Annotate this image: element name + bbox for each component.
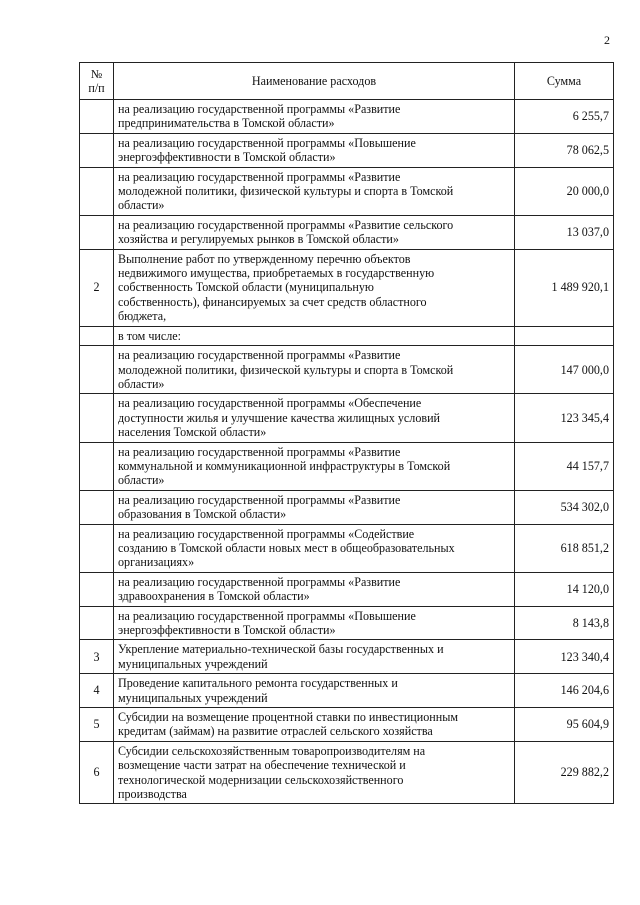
expense-name	[114, 606, 515, 640]
table-body	[80, 100, 614, 804]
row-number	[80, 167, 114, 215]
expense-name-line: на реализацию государственной программы «Обеспечение	[118, 396, 422, 411]
expense-name	[114, 640, 515, 674]
expense-name	[114, 133, 515, 167]
expense-name-line: Субсидии сельскохозяйственным товаропроизводителям на	[118, 743, 426, 758]
table-row	[80, 606, 614, 640]
table-row	[80, 708, 614, 742]
expense-name-line: на реализацию государственной программы «Развитие	[118, 444, 401, 459]
expense-name-line: предпринимательства в Томской области»	[118, 116, 335, 131]
row-number: 4	[80, 674, 114, 708]
table-row	[80, 524, 614, 572]
expense-name-line: технологической модернизации сельскохозяйственного	[118, 772, 404, 787]
expense-name-line: Проведение капитального ремонта государственных и	[118, 676, 398, 691]
expense-name-line: возмещение части затрат на обеспечение технической и	[118, 758, 406, 773]
table-row	[80, 215, 614, 249]
header-number-line1: №	[90, 67, 103, 81]
expense-name-line: энергоэффективности в Томской области»	[118, 150, 336, 165]
expense-name-line: недвижимого имущества, приобретаемых в государственную	[118, 266, 435, 281]
table-row	[80, 394, 614, 442]
row-number	[80, 133, 114, 167]
expense-amount: 534 302,0	[515, 490, 614, 524]
expense-name-line: области»	[118, 376, 165, 391]
expense-name-line: на реализацию государственной программы «Развитие сельского	[118, 217, 454, 232]
table-row	[80, 490, 614, 524]
expense-name-line: кредитам (займам) на развитие отраслей сельского хозяйства	[118, 724, 433, 739]
expenses-table	[79, 62, 614, 804]
expense-amount: 229 882,2	[515, 741, 614, 804]
expense-name	[114, 249, 515, 326]
expense-amount: 146 204,6	[515, 674, 614, 708]
expense-name-line: в том числе:	[118, 328, 182, 343]
table-row	[80, 346, 614, 394]
expense-name	[114, 572, 515, 606]
expense-name	[114, 167, 515, 215]
expense-name-line: муниципальных учреждений	[118, 690, 268, 705]
expense-name-line: организациях»	[118, 555, 195, 570]
expense-name-line: собственность), финансируемых за счет средств областного	[118, 294, 427, 309]
expense-amount: 123 345,4	[515, 394, 614, 442]
expense-name-line: Выполнение работ по утвержденному перечню объектов	[118, 251, 411, 266]
expense-name-line: области»	[118, 473, 165, 488]
expense-amount: 78 062,5	[515, 133, 614, 167]
table-row	[80, 572, 614, 606]
expense-name-line: здравоохранения в Томской области»	[118, 589, 310, 604]
table-row	[80, 442, 614, 490]
table-row	[80, 133, 614, 167]
row-number	[80, 326, 114, 345]
row-number	[80, 100, 114, 134]
expense-name-line: на реализацию государственной программы «Развитие	[118, 348, 401, 363]
expense-amount: 123 340,4	[515, 640, 614, 674]
table-row	[80, 640, 614, 674]
expense-name-line: Укрепление материально-технической базы государственных и	[118, 642, 444, 657]
expense-amount: 95 604,9	[515, 708, 614, 742]
expense-name-line: молодежной политики, физической культуры и спорта в Томской	[118, 362, 454, 377]
expense-amount: 20 000,0	[515, 167, 614, 215]
table-row	[80, 674, 614, 708]
expense-name	[114, 346, 515, 394]
row-number: 6	[80, 741, 114, 804]
expense-name-line: на реализацию государственной программы «Развитие	[118, 574, 401, 589]
table-row	[80, 100, 614, 134]
expense-name	[114, 394, 515, 442]
expense-amount: 14 120,0	[515, 572, 614, 606]
row-number	[80, 524, 114, 572]
expense-amount: 13 037,0	[515, 215, 614, 249]
expense-name-line: области»	[118, 198, 165, 213]
page-number: 2	[604, 33, 610, 47]
expense-name-line: населения Томской области»	[118, 425, 267, 440]
expense-name	[114, 100, 515, 134]
expense-name-line: муниципальных учреждений	[118, 656, 268, 671]
header-number-line2: п/п	[88, 81, 105, 95]
expense-amount: 618 851,2	[515, 524, 614, 572]
expense-amount: 1 489 920,1	[515, 249, 614, 326]
row-number	[80, 394, 114, 442]
expense-name-line: производства	[118, 787, 187, 802]
table-row	[80, 741, 614, 804]
expense-name-line: Субсидии на возмещение процентной ставки по инвестиционным	[118, 710, 459, 725]
row-number	[80, 606, 114, 640]
table-row	[80, 167, 614, 215]
expense-name-line: хозяйства и регулируемых рынков в Томской области»	[118, 232, 399, 247]
expense-name	[114, 490, 515, 524]
row-number	[80, 346, 114, 394]
row-number	[80, 490, 114, 524]
expense-name-line: на реализацию государственной программы «Развитие	[118, 102, 401, 116]
expense-name-line: бюджета,	[118, 309, 167, 324]
expense-name-line: энергоэффективности в Томской области»	[118, 623, 336, 637]
expense-name-line: собственность Томской области (муниципальную	[118, 280, 374, 295]
expense-amount: 147 000,0	[515, 346, 614, 394]
row-number	[80, 442, 114, 490]
expense-name	[114, 524, 515, 572]
expense-amount: 44 157,7	[515, 442, 614, 490]
expense-name	[114, 215, 515, 249]
table-row	[80, 326, 614, 345]
row-number: 3	[80, 640, 114, 674]
header-expense-name: Наименование расходов	[114, 63, 515, 100]
header-amount: Сумма	[515, 63, 614, 100]
expense-name-line: на реализацию государственной программы «Повышение	[118, 135, 416, 150]
expense-name-line: на реализацию государственной программы «Развитие	[118, 169, 401, 184]
expense-name-line: созданию в Томской области новых мест в общеобразовательных	[118, 540, 455, 555]
expense-name-line: на реализацию государственной программы «Развитие	[118, 492, 401, 507]
table-row	[80, 249, 614, 326]
expense-name-line: коммунальной и коммуникационной инфраструктуры в Томской	[118, 458, 451, 473]
expense-name	[114, 741, 515, 804]
expense-amount: 8 143,8	[515, 606, 614, 640]
header-number	[80, 63, 114, 100]
row-number: 5	[80, 708, 114, 742]
expense-name	[114, 442, 515, 490]
expense-name-line: на реализацию государственной программы «Повышение	[118, 608, 416, 623]
expense-name	[114, 708, 515, 742]
expense-name-line: на реализацию государственной программы «Содействие	[118, 526, 415, 541]
row-number	[80, 215, 114, 249]
table-header-row	[80, 63, 614, 100]
expense-name-line: доступности жилья и улучшение качества жилищных условий	[118, 410, 441, 425]
expense-name-line: образования в Томской области»	[118, 507, 287, 522]
expense-amount: 6 255,7	[515, 100, 614, 134]
expense-name-line: молодежной политики, физической культуры и спорта в Томской	[118, 184, 454, 199]
expense-name	[114, 326, 515, 345]
expense-name	[114, 674, 515, 708]
row-number	[80, 572, 114, 606]
row-number: 2	[80, 249, 114, 326]
expense-amount	[515, 326, 614, 345]
